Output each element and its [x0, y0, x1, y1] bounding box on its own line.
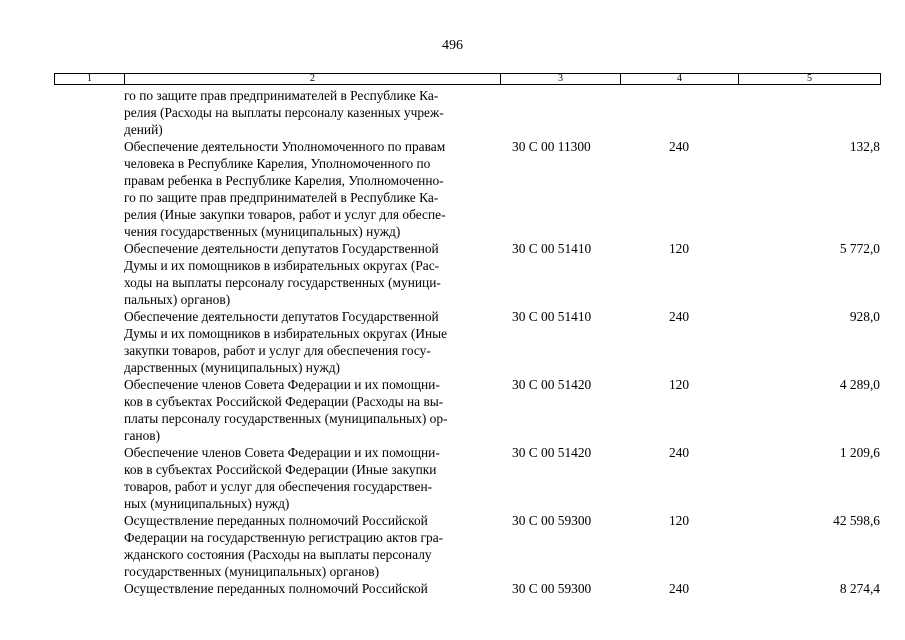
row-amount: 132,8	[849, 139, 880, 154]
row-amount: 4 289,0	[839, 377, 880, 392]
budget-table-body	[54, 87, 880, 597]
page-number: 496	[442, 38, 463, 53]
row-code: 30 С 00 51410	[512, 241, 592, 256]
table-row	[54, 240, 880, 308]
row-expense-type: 240	[668, 139, 690, 154]
column-number: 2	[125, 74, 501, 85]
table-row	[54, 138, 880, 240]
row-amount: 5 772,0	[839, 241, 880, 256]
table-row	[54, 87, 880, 138]
table-row	[54, 580, 880, 597]
row-code: 30 С 00 51410	[512, 309, 592, 324]
row-description: Обеспечение деятельности депутатов Государственной Думы и их помощников в избирательных округах (Рас- ходы на выплаты персоналу государственных (муници- пальных) органов)	[124, 241, 441, 307]
table-row	[54, 512, 880, 580]
row-code: 30 С 00 51420	[512, 377, 592, 392]
row-expense-type: 240	[668, 581, 690, 596]
column-number: 1	[55, 74, 125, 85]
column-number: 4	[621, 74, 739, 85]
row-description: Обеспечение членов Совета Федерации и их помощни- ков в субъектах Российской Федерации (Расходы на вы- платы персоналу государственных (муниципальных) ор- ганов)	[124, 377, 448, 443]
row-expense-type: 120	[668, 377, 690, 392]
row-code	[494, 87, 632, 138]
row-description: Обеспечение деятельности депутатов Государственной Думы и их помощников в избирательных округах (Иные закупки товаров, работ и услуг для обеспечения госу- дарственных (муниципальных) нужд)	[124, 309, 448, 375]
row-expense-type: 120	[668, 513, 690, 528]
row-description: Обеспечение членов Совета Федерации и их помощни- ков в субъектах Российской Федерации (Иные закупки товаров, работ и услуг для обеспечения государствен- ных (муниципальных) нужд)	[124, 445, 440, 511]
row-code: 30 С 00 59300	[512, 513, 592, 528]
row-expense-type	[632, 87, 726, 138]
row-amount	[726, 87, 880, 138]
row-expense-type: 240	[668, 445, 690, 460]
table-row	[54, 308, 880, 376]
table-row	[54, 444, 880, 512]
row-description: Осуществление переданных полномочий Российской	[124, 581, 428, 596]
row-amount: 42 598,6	[833, 513, 880, 528]
column-number: 3	[501, 74, 621, 85]
row-amount: 1 209,6	[839, 445, 880, 460]
row-description: Осуществление переданных полномочий Российской Федерации на государственную регистрацию актов гра- жданского состояния (Расходы на выплаты персоналу государственных (муниципальных) органов)	[124, 513, 444, 579]
row-amount: 928,0	[849, 309, 880, 324]
table-row	[54, 376, 880, 444]
row-code: 30 С 00 51420	[512, 445, 592, 460]
row-amount: 8 274,4	[839, 581, 880, 596]
column-number: 5	[739, 74, 881, 85]
column-number-header	[54, 73, 881, 85]
row-description: Обеспечение деятельности Уполномоченного по правам человека в Республике Карелия, Уполномоченного по правам ребенка в Республике Карелия, Уполномоченно- го по защите прав предпринимателей в Республике Ка- релия (Иные закупки товаров, работ и услуг для обеспе- чения государственных (муниципальных) нужд)	[124, 139, 446, 239]
row-expense-type: 120	[668, 241, 690, 256]
row-expense-type: 240	[668, 309, 690, 324]
row-description: го по защите прав предпринимателей в Республике Ка- релия (Расходы на выплаты персоналу казенных учреж- дений)	[124, 88, 444, 137]
row-code: 30 С 00 11300	[512, 139, 591, 154]
row-code: 30 С 00 59300	[512, 581, 592, 596]
